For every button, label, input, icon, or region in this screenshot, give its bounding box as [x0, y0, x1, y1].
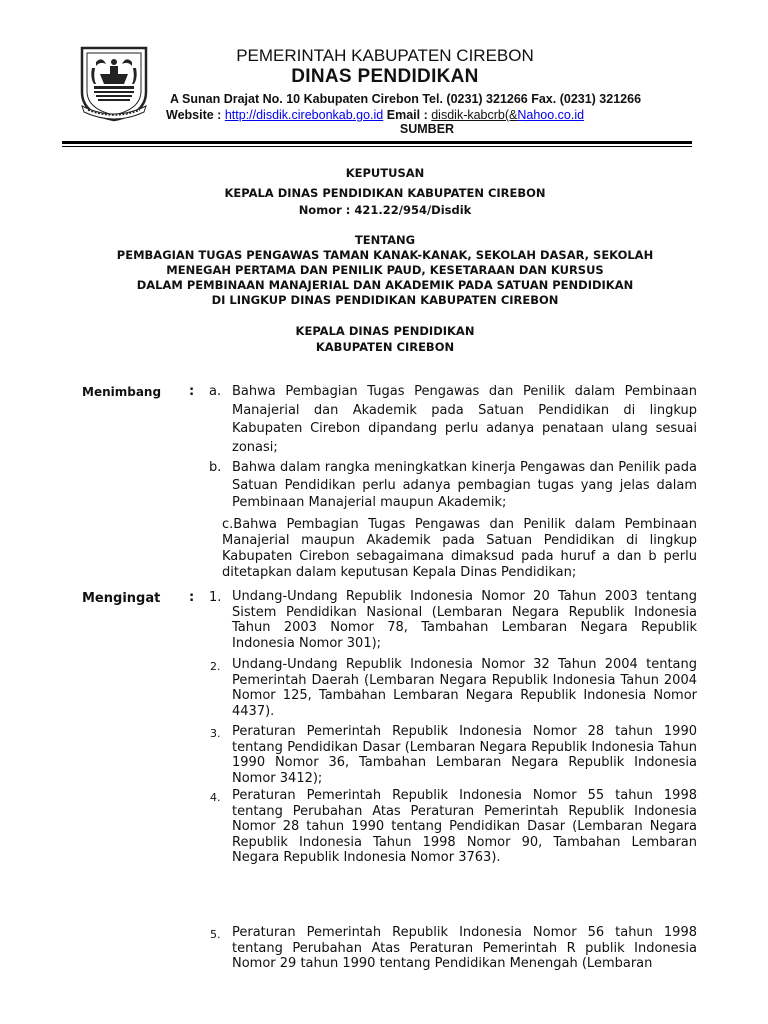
contact-line [166, 108, 584, 122]
subject-line-1: PEMBAGIAN TUGAS PENGAWAS TAMAN KANAK-KANAK, SEKOLAH DASAR, SEKOLAH [116, 248, 654, 262]
email-label: Email : [386, 108, 428, 122]
address-line: A Sunan Drajat No. 10 Kabupaten Cirebon Tel. (0231) 321266 Fax. (0231) 321266 [170, 92, 642, 106]
menimbang-colon: : [189, 384, 195, 399]
menimbang-c-text: c.Bahwa Pembagian Tugas Pengawas dan Penilik dalam Pembinaan Manajerial maupun Akademik pada Satuan Pendidikan di lingkup Kabupaten Cirebon sebagaimana dimaksud pada huruf a dan b perlu ditetapkan dalam keputusan Kepala Dinas Pendidikan; [222, 517, 697, 580]
header-divider-thick [62, 141, 692, 144]
mengingat-item-1-marker: 1. [209, 590, 222, 605]
header-divider-thin [62, 146, 692, 147]
decree-number: Nomor : 421.22/954/Disdik [298, 203, 472, 217]
menimbang-a-text: Bahwa Pembagian Tugas Pengawas dan Penilik dalam Pembinaan Manajerial dan Akademik pada Satuan Pendidikan di lingkup Kabupaten Cirebon dipandang perlu adanya penataan ulang sesuai zonasi; [232, 384, 697, 455]
mengingat-item-4-marker: 4. [210, 791, 221, 804]
issuer: KEPALA DINAS PENDIDIKAN KABUPATEN CIREBON [224, 186, 546, 200]
doc-type: KEPUTUSAN [345, 166, 425, 180]
subject-line-2: MENEGAH PERTAMA DAN PENILIK PAUD, KESETARAAN DAN KURSUS [166, 263, 604, 277]
authority-line-2: KABUPATEN CIREBON [315, 340, 455, 354]
authority-line-1: KEPALA DINAS PENDIDIKAN [295, 324, 475, 338]
agency-name: DINAS PENDIDIKAN [291, 66, 479, 87]
menimbang-a-marker: a. [209, 384, 222, 399]
mengingat-item-4-text: Peraturan Pemerintah Republik Indonesia Nomor 55 tahun 1998 tentang Perubahan Atas Peraturan Pemerintah Republik Indonesia Nomor 28 tahun 1990 tentang Pendidikan Dasar (Lembaran Negara Republik Indonesia Tahun 1998 Nomor 90, Tambahan Lembaran Negara Republik Indonesia Nomor 3763). [232, 788, 697, 865]
subject-line-4: DI LINGKUP DINAS PENDIDIKAN KABUPATEN CIREBON [211, 293, 559, 307]
mengingat-colon: : [189, 590, 195, 605]
menimbang-b-text: Bahwa dalam rangka meningkatkan kinerja Pengawas dan Penilik pada Satuan Pendidikan perlu adanya pembagian tugas yang jelas dalam Pembinaan Manajerial maupun Akademik; [232, 460, 697, 510]
kabupaten-cirebon-emblem [76, 44, 152, 122]
mengingat-item-2-marker: 2. [210, 660, 221, 673]
mengingat-label: Mengingat [82, 591, 161, 606]
email-link[interactable]: Nahoo.co.id [517, 108, 585, 122]
website-link[interactable]: http://disdik.cirebonkab.go.id [224, 108, 384, 122]
government-name: PEMERINTAH KABUPATEN CIREBON [236, 46, 534, 65]
mengingat-item-2-text: Undang-Undang Republik Indonesia Nomor 32 Tahun 2004 tentang Pemerintah Daerah (Lembaran Negara Republik Indonesia Tahun 2004 Nomor 125, Tambahan Lembaran Negara Republik Indonesia Nomor 4437). [232, 657, 697, 719]
tentang-heading: TENTANG [354, 233, 416, 247]
subject-line-3: DALAM PEMBINAAN MANAJERIAL DAN AKADEMIK PADA SATUAN PENDIDIKAN [136, 278, 634, 292]
website-label: Website : [166, 108, 222, 122]
mengingat-item-5-marker: 5. [210, 928, 221, 941]
mengingat-item-3-text: Peraturan Pemerintah Republik Indonesia Nomor 28 tahun 1990 tentang Pendidikan Dasar (Lembaran Negara Republik Indonesia Tahun 1990 Nomor 36, Tambahan Lembaran Negara Republik Indonesia Nomor 3412); [232, 724, 697, 786]
city-name: SUMBER [399, 122, 455, 136]
menimbang-b-marker: b. [209, 460, 222, 475]
mengingat-item-1-text: Undang-Undang Republik Indonesia Nomor 20 Tahun 2003 tentang Sistem Pendidikan Nasional (Lembaran Negara Republik Indonesia Tahun 2003 Nomor 78, Tambahan Lembaran Negara Republik Indonesia Nomor 301); [232, 589, 697, 651]
email-text: disdik-kabcrb(& [431, 108, 518, 122]
mengingat-item-5-text: Peraturan Pemerintah Republik Indonesia Nomor 56 tahun 1998 tentang Perubahan Atas Peraturan Pemerintah R publik Indonesia Nomor 29 tahun 1990 tentang Pendidikan Menengah (Lembaran [232, 925, 697, 971]
menimbang-label: Menimbang [82, 385, 162, 399]
mengingat-item-3-marker: 3. [210, 727, 221, 740]
